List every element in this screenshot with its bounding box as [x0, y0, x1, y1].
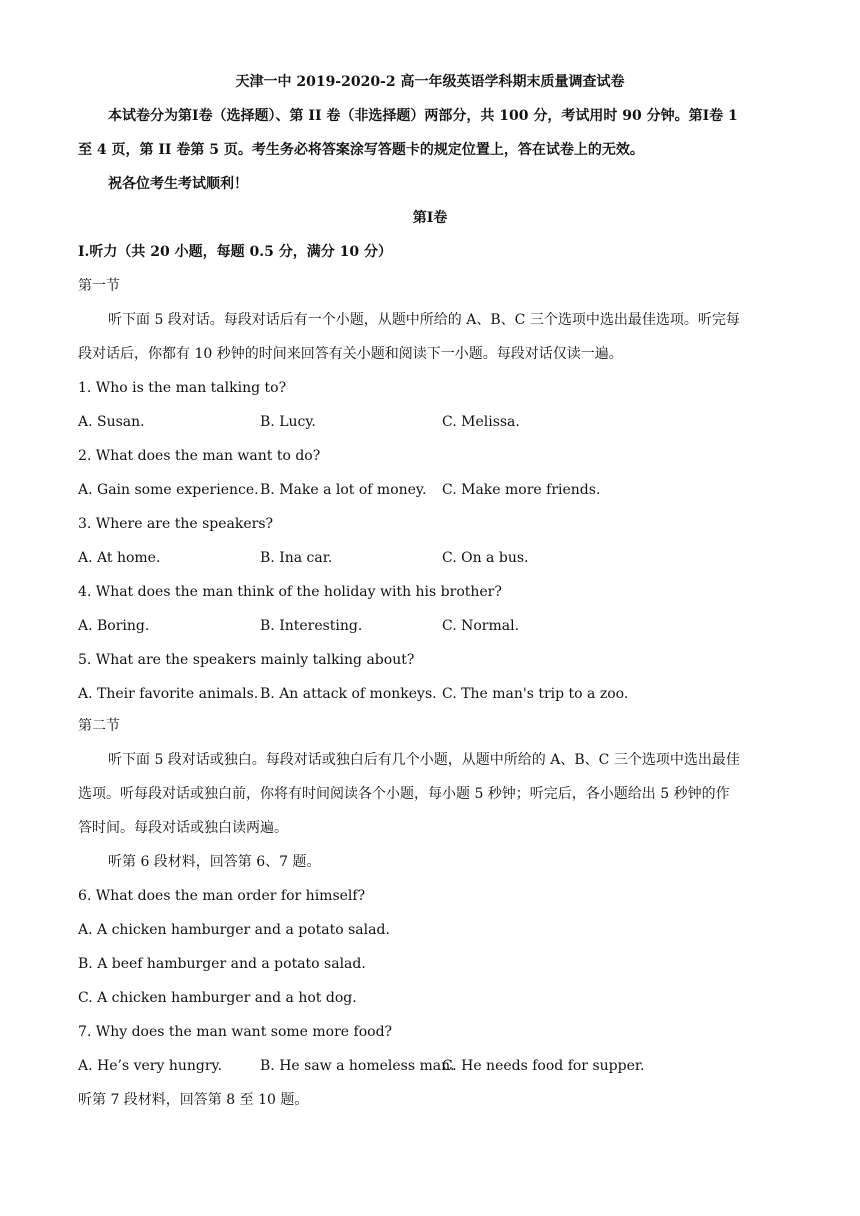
question-6-option-c: C. A chicken hamburger and a hot dog.	[78, 990, 357, 1006]
question-2-option-b: B. Make a lot of money.	[260, 482, 427, 498]
exam-title: 天津一中 2019-2020-2 高一年级英语学科期末质量调查试卷	[235, 74, 625, 90]
question-5-options	[78, 684, 782, 704]
question-1-option-b: B. Lucy.	[260, 414, 316, 430]
section-2-instructions-1: 听下面 5 段对话或独白。每段对话或独白后有几个小题，从题中所给的 A、B、C 三个选项中选出最佳	[108, 752, 740, 768]
question-7-option-b: B. He saw a homeless man.	[260, 1058, 455, 1074]
material-6-note: 听第 6 段材料，回答第 6、7 题。	[108, 854, 321, 870]
question-5-option-a: A. Their favorite animals.	[78, 686, 259, 702]
intro-line-1: 本试卷分为第Ⅰ卷（选择题）、第 II 卷（非选择题）两部分，共 100 分，考试用时 90 分钟。第Ⅰ卷 1	[108, 108, 738, 124]
question-4-option-b: B. Interesting.	[260, 618, 363, 634]
question-5-option-b: B. An attack of monkeys.	[260, 686, 437, 702]
section-2-instructions-2: 选项。听每段对话或独白前，你将有时间阅读各个小题，每小题 5 秒钟；听完后，各小题给出 5 秒钟的作	[78, 786, 730, 802]
question-4-option-c: C. Normal.	[442, 618, 520, 634]
question-7-option-a: A. He’s very hungry.	[78, 1058, 223, 1074]
question-7-options	[78, 1056, 782, 1076]
question-3-option-c: C. On a bus.	[442, 550, 529, 566]
question-5-option-c: C. The man's trip to a zoo.	[442, 686, 629, 702]
listening-section-heading: Ⅰ.听力（共 20 小题，每题 0.5 分，满分 10 分）	[78, 244, 392, 260]
question-3-option-b: B. Ina car.	[260, 550, 333, 566]
question-6-option-a: A. A chicken hamburger and a potato salad.	[78, 922, 390, 938]
intro-line-2: 至 4 页，第 II 卷第 5 页。考生务必将答案涂写答题卡的规定位置上，答在试卷上的无效。	[78, 142, 644, 158]
question-2-option-a: A. Gain some experience.	[78, 482, 259, 498]
section-1-instructions-1: 听下面 5 段对话。每段对话后有一个小题，从题中所给的 A、B、C 三个选项中选出最佳选项。听完每	[108, 312, 740, 328]
section-1-label: 第一节	[78, 278, 120, 294]
material-7-note: 听第 7 段材料，回答第 8 至 10 题。	[78, 1092, 309, 1108]
question-3-stem: 3. Where are the speakers?	[78, 516, 274, 532]
question-1-option-c: C. Melissa.	[442, 414, 520, 430]
question-6-stem: 6. What does the man order for himself?	[78, 888, 366, 904]
question-1-options	[78, 412, 782, 432]
question-7-option-c: C. He needs food for supper.	[442, 1058, 645, 1074]
section-2-instructions-3: 答时间。每段对话或独白读两遍。	[78, 820, 288, 836]
question-4-option-a: A. Boring.	[78, 618, 150, 634]
question-5-stem: 5. What are the speakers mainly talking about?	[78, 652, 415, 668]
good-luck-line: 祝各位考生考试顺利！	[108, 176, 248, 192]
question-1-stem: 1. Who is the man talking to?	[78, 380, 287, 396]
question-2-options	[78, 480, 782, 500]
question-4-options	[78, 616, 782, 636]
section-2-label: 第二节	[78, 718, 120, 734]
part-title: 第Ⅰ卷	[412, 210, 448, 226]
question-6-option-b: B. A beef hamburger and a potato salad.	[78, 956, 366, 972]
question-1-option-a: A. Susan.	[78, 414, 145, 430]
question-2-option-c: C. Make more friends.	[442, 482, 601, 498]
question-4-stem: 4. What does the man think of the holiday with his brother?	[78, 584, 502, 600]
question-2-stem: 2. What does the man want to do?	[78, 448, 321, 464]
question-3-option-a: A. At home.	[78, 550, 161, 566]
question-7-stem: 7. Why does the man want some more food?	[78, 1024, 393, 1040]
section-1-instructions-2: 段对话后，你都有 10 秒钟的时间来回答有关小题和阅读下一小题。每段对话仅读一遍。	[78, 346, 623, 362]
question-3-options	[78, 548, 782, 568]
